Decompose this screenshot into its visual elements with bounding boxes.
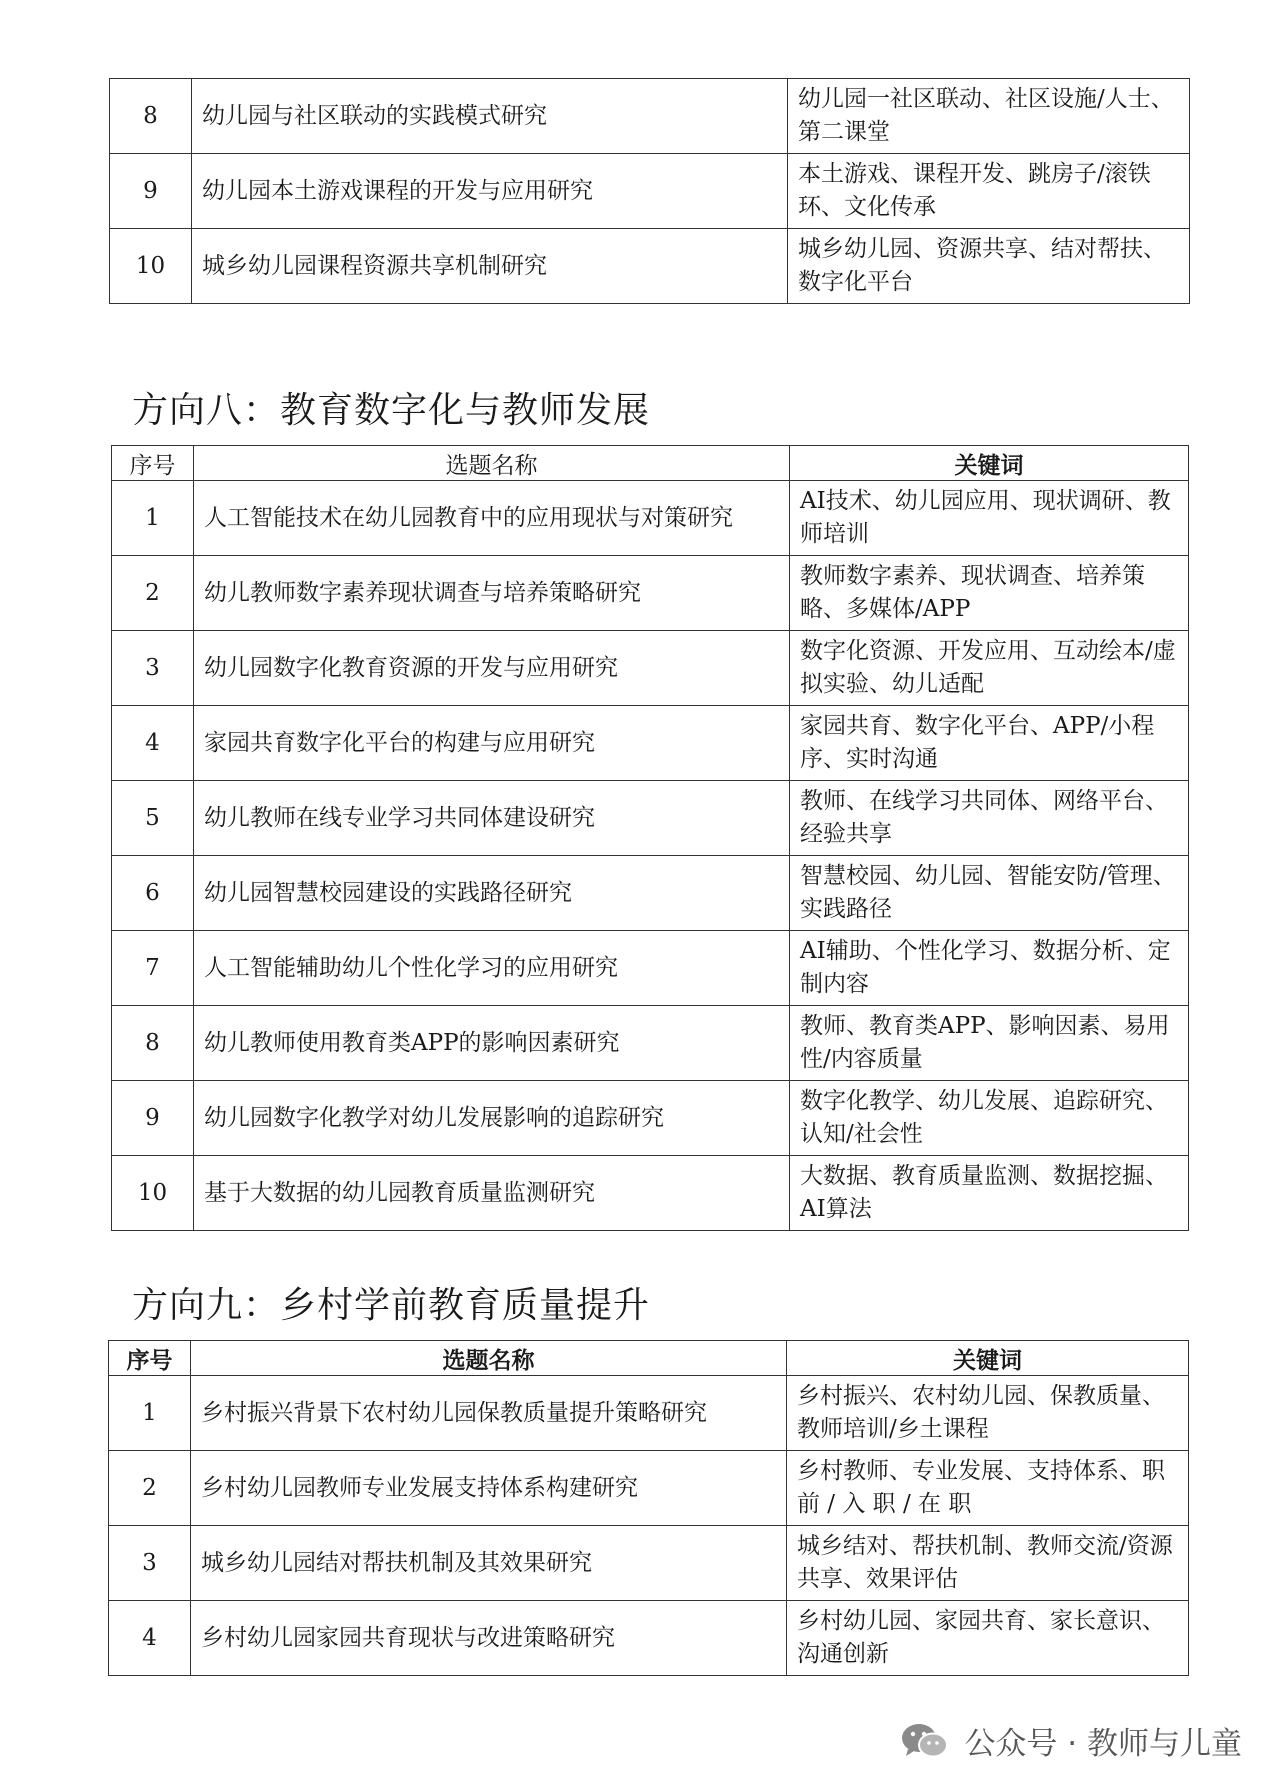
row-number: 3 (112, 631, 194, 706)
topic-table-continued (109, 78, 1190, 304)
row-number: 5 (112, 781, 194, 856)
header-topic: 选题名称 (194, 446, 790, 481)
keywords: 城乡幼儿园、资源共享、结对帮扶、数字化平台 (788, 229, 1190, 304)
topic-name: 幼儿园本土游戏课程的开发与应用研究 (192, 154, 788, 229)
row-number: 1 (112, 481, 194, 556)
keywords: 智慧校园、幼儿园、智能安防/管理、实践路径 (790, 856, 1189, 931)
header-keywords: 关键词 (790, 446, 1189, 481)
topic-name: 乡村幼儿园家园共育现状与改进策略研究 (191, 1601, 787, 1676)
table-row (112, 931, 1189, 1006)
topic-table-section-8 (111, 445, 1189, 1231)
source-watermark (900, 1718, 1242, 1763)
row-number: 4 (112, 706, 194, 781)
row-number: 6 (112, 856, 194, 931)
table-header-row (112, 446, 1189, 481)
wechat-icon (900, 1721, 950, 1761)
table-row (112, 781, 1189, 856)
topic-name: 乡村振兴背景下农村幼儿园保教质量提升策略研究 (191, 1376, 787, 1451)
table-row (109, 1601, 1189, 1676)
table-row (112, 1081, 1189, 1156)
keywords: 乡村幼儿园、家园共育、家长意识、沟通创新 (787, 1601, 1189, 1676)
keywords: 教师、在线学习共同体、网络平台、经验共享 (790, 781, 1189, 856)
topic-name: 乡村幼儿园教师专业发展支持体系构建研究 (191, 1451, 787, 1526)
table-row (112, 631, 1189, 706)
topic-name: 基于大数据的幼儿园教育质量监测研究 (194, 1156, 790, 1231)
header-keywords: 关键词 (787, 1341, 1189, 1376)
table-row (109, 1526, 1189, 1601)
row-number: 2 (109, 1451, 191, 1526)
topic-name: 幼儿教师使用教育类APP的影响因素研究 (194, 1006, 790, 1081)
section-heading-9: 方向九：乡村学前教育质量提升 (132, 1285, 651, 1326)
keywords: 教师、教育类APP、影响因素、易用性/内容质量 (790, 1006, 1189, 1081)
table-row (112, 706, 1189, 781)
header-number: 序号 (112, 446, 194, 481)
topic-name: 幼儿园与社区联动的实践模式研究 (192, 79, 788, 154)
row-number: 9 (110, 154, 192, 229)
keywords: AI辅助、个性化学习、数据分析、定制内容 (790, 931, 1189, 1006)
table-row (109, 1451, 1189, 1526)
row-number: 8 (110, 79, 192, 154)
topic-name: 幼儿教师在线专业学习共同体建设研究 (194, 781, 790, 856)
table-row (110, 79, 1190, 154)
table-row (110, 229, 1190, 304)
topic-name: 幼儿园数字化教学对幼儿发展影响的追踪研究 (194, 1081, 790, 1156)
topic-table-section-9 (108, 1340, 1189, 1676)
table-row (110, 154, 1190, 229)
keywords: 乡村教师、专业发展、支持体系、职 前 / 入 职 / 在 职 (787, 1451, 1189, 1526)
table-row (109, 1376, 1189, 1451)
topic-name: 幼儿园数字化教育资源的开发与应用研究 (194, 631, 790, 706)
topic-name: 城乡幼儿园课程资源共享机制研究 (192, 229, 788, 304)
topic-name: 家园共育数字化平台的构建与应用研究 (194, 706, 790, 781)
table-row (112, 556, 1189, 631)
keywords: 教师数字素养、现状调查、培养策略、多媒体/APP (790, 556, 1189, 631)
table-row (112, 1156, 1189, 1231)
topic-name: 幼儿园智慧校园建设的实践路径研究 (194, 856, 790, 931)
table-row (112, 481, 1189, 556)
topic-name: 人工智能技术在幼儿园教育中的应用现状与对策研究 (194, 481, 790, 556)
row-number: 2 (112, 556, 194, 631)
row-number: 7 (112, 931, 194, 1006)
row-number: 3 (109, 1526, 191, 1601)
section-heading-8: 方向八：教育数字化与教师发展 (132, 390, 651, 431)
row-number: 1 (109, 1376, 191, 1451)
keywords: 数字化教学、幼儿发展、追踪研究、认知/社会性 (790, 1081, 1189, 1156)
topic-name: 人工智能辅助幼儿个性化学习的应用研究 (194, 931, 790, 1006)
row-number: 9 (112, 1081, 194, 1156)
keywords: 大数据、教育质量监测、数据挖掘、AI算法 (790, 1156, 1189, 1231)
keywords: 城乡结对、帮扶机制、教师交流/资源共享、效果评估 (787, 1526, 1189, 1601)
keywords: AI技术、幼儿园应用、现状调研、教师培训 (790, 481, 1189, 556)
row-number: 8 (112, 1006, 194, 1081)
source-label: 公众号 · 教师与儿童 (964, 1726, 1242, 1762)
table-header-row (109, 1341, 1189, 1376)
keywords: 本土游戏、课程开发、跳房子/滚铁环、文化传承 (788, 154, 1190, 229)
table-row (112, 856, 1189, 931)
keywords: 乡村振兴、农村幼儿园、保教质量、教师培训/乡土课程 (787, 1376, 1189, 1451)
header-topic: 选题名称 (191, 1341, 787, 1376)
row-number: 10 (112, 1156, 194, 1231)
table-row (112, 1006, 1189, 1081)
keywords: 家园共育、数字化平台、APP/小程序、实时沟通 (790, 706, 1189, 781)
topic-name: 城乡幼儿园结对帮扶机制及其效果研究 (191, 1526, 787, 1601)
row-number: 4 (109, 1601, 191, 1676)
keywords: 幼儿园一社区联动、社区设施/人士、第二课堂 (788, 79, 1190, 154)
row-number: 10 (110, 229, 192, 304)
keywords: 数字化资源、开发应用、互动绘本/虚拟实验、幼儿适配 (790, 631, 1189, 706)
header-number: 序号 (109, 1341, 191, 1376)
topic-name: 幼儿教师数字素养现状调查与培养策略研究 (194, 556, 790, 631)
